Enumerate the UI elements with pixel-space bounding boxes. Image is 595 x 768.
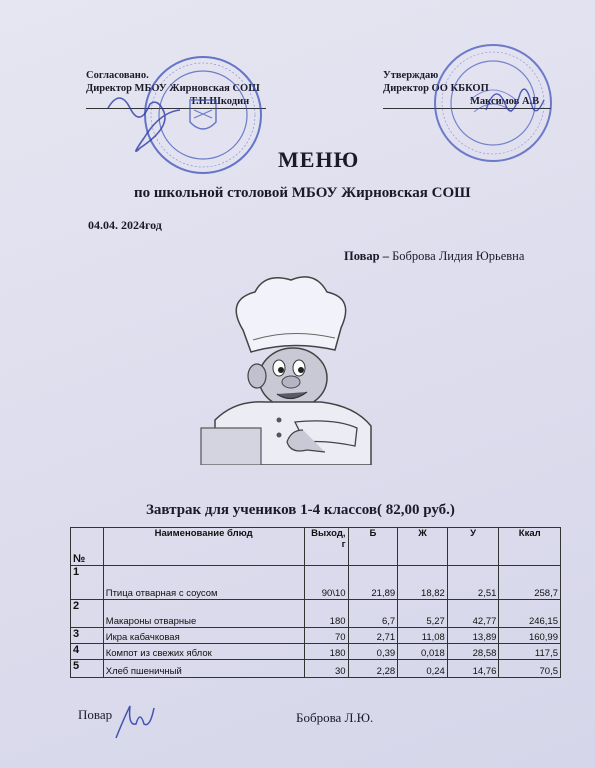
page-title: МЕНЮ [278, 147, 360, 172]
table-row [71, 566, 561, 600]
table-row [71, 600, 561, 628]
header-num: № [71, 528, 104, 566]
footer-name: Боброва Л.Ю. [296, 710, 374, 725]
menu-date: 04.04. 2024год [88, 218, 162, 232]
menu-table [70, 527, 561, 678]
dish-protein: 2,71 [348, 628, 398, 644]
dish-carbs: 13,89 [447, 628, 499, 644]
row-number: 5 [71, 660, 104, 678]
dish-fat: 18,82 [398, 566, 448, 600]
dish-yield: 70 [304, 628, 348, 644]
dish-yield: 30 [304, 660, 348, 678]
dish-fat: 5,27 [398, 600, 448, 628]
table-row [71, 628, 561, 644]
dish-protein: 6,7 [348, 600, 398, 628]
header-yield: Выход, г [304, 528, 348, 566]
cook-name: Боброва Лидия Юрьевна [392, 249, 525, 263]
dish-name: Компот из свежих яблок [103, 644, 304, 660]
dish-name: Хлеб пшеничный [103, 660, 304, 678]
dish-yield: 180 [304, 600, 348, 628]
footer-label: Повар [78, 707, 113, 722]
director-signature-left [100, 78, 210, 168]
dish-carbs: 2,51 [447, 566, 499, 600]
dish-kcal: 70,5 [499, 660, 561, 678]
header-u: У [447, 528, 499, 566]
chef-illustration [195, 270, 385, 465]
page-subtitle: по школьной столовой МБОУ Жирновская СОШ [134, 185, 471, 201]
dish-protein: 21,89 [348, 566, 398, 600]
approval-right-line2: Директор ОО КБКОП [383, 83, 489, 94]
dish-kcal: 246,15 [499, 600, 561, 628]
dish-kcal: 258,7 [499, 566, 561, 600]
table-row [71, 644, 561, 660]
row-number: 2 [71, 600, 104, 628]
dish-protein: 0,39 [348, 644, 398, 660]
meal-heading: Завтрак для учеников 1-4 классов( 82,00 руб.) [146, 502, 455, 518]
table-row [71, 660, 561, 678]
dish-name: Икра кабачковая [103, 628, 304, 644]
dish-protein: 2,28 [348, 660, 398, 678]
row-number: 4 [71, 644, 104, 660]
dish-name: Птица отварная с соусом [103, 566, 304, 600]
row-number: 3 [71, 628, 104, 644]
director-signature-right [480, 70, 550, 130]
dish-carbs: 28,58 [447, 644, 499, 660]
dish-carbs: 14,76 [447, 660, 499, 678]
dish-yield: 90\10 [304, 566, 348, 600]
dish-name: Макароны отварные [103, 600, 304, 628]
header-zh: Ж [398, 528, 448, 566]
cook-line [344, 249, 524, 264]
dish-carbs: 42,77 [447, 600, 499, 628]
row-number: 1 [71, 566, 104, 600]
header-kcal: Ккал [499, 528, 561, 566]
header-b: Б [348, 528, 398, 566]
dish-kcal: 117,5 [499, 644, 561, 660]
cook-label: Повар – [344, 249, 389, 263]
approval-right-line1: Утверждаю [383, 70, 439, 81]
dish-fat: 0,24 [398, 660, 448, 678]
cook-signature [110, 698, 160, 746]
approval-right-name: Максимов А.В [470, 96, 540, 107]
table-header-row [71, 528, 561, 566]
approval-left-line2: Директор МБОУ Жирновская СОШ [86, 83, 260, 94]
dish-yield: 180 [304, 644, 348, 660]
dish-fat: 0,018 [398, 644, 448, 660]
approval-left-line1: Согласовано. [86, 70, 149, 81]
dish-fat: 11,08 [398, 628, 448, 644]
dish-kcal: 160,99 [499, 628, 561, 644]
approval-left-name: Т.Н.Шкодин [190, 96, 250, 107]
header-name: Наименование блюд [103, 528, 304, 566]
